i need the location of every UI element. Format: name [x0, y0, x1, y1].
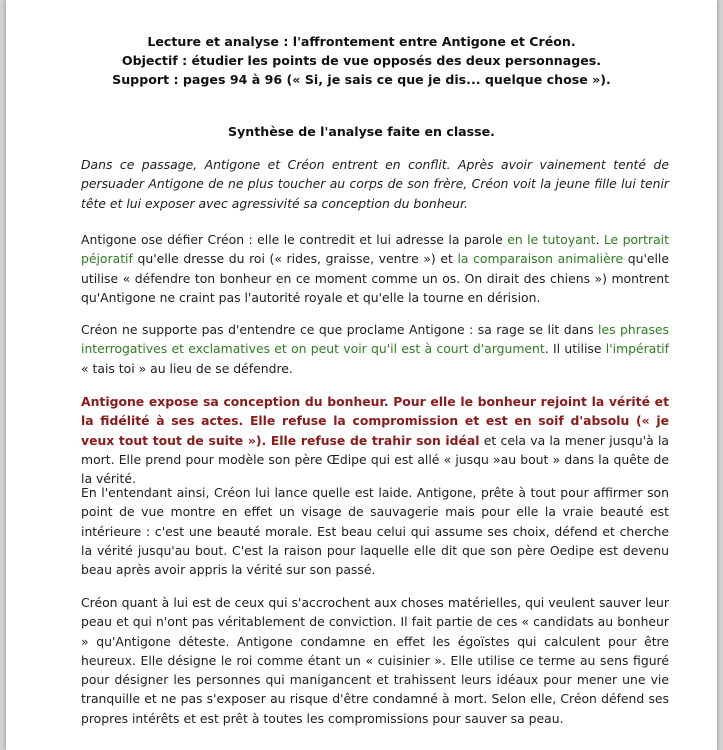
p3-text-c: . Il utilise: [544, 341, 606, 357]
header-line-1: Lecture et analyse : l'affrontement entre Antigone et Créon.: [147, 34, 576, 49]
p4-highlight-conception: Antigone expose sa conception du bonheur. Pour elle le bonheur rejoint la vérité et la fidélité à ses actes. Elle refuse la compromission et est en soif d'absolu (« je veux tout tout de suite »). Elle refuse de trahir son idéal: [81, 394, 669, 448]
synthese-title: Synthèse de l'analyse faite en classe.: [228, 124, 495, 139]
p3-highlight-phrases: les phrases interrogatives et exclamatives et on peut voir qu'il est à court d'argument: [81, 322, 670, 357]
p2-highlight-comparaison: la comparaison animalière: [457, 251, 624, 267]
p3-text-a: Créon ne supporte pas d'entendre ce que proclame Antigone : sa rage se lit dans: [81, 322, 599, 337]
header-line-2: Objectif : étudier les points de vue opposés des deux personnages.: [121, 53, 602, 68]
paragraph-creon-materiel: Créon quant à lui est de ceux qui s'accrochent aux choses matérielles, qui veulent sauver leur peau et qui n'ont pas véritablement de conviction. Il fait partie de ces « candidats au bonheur » qu'Antigone déteste. Antigone condamne en effet les égoïstes qui calculent pour être heureux. Elle désigne le roi comme étant un « cuisinier ». Elle utilise ce terme au sens figuré pour désigner les personnes qui manigancent et trahissent leurs idéaux pour mener une vie tranquille et ne pas s'exposer au risque d'être condamné à mort. Selon elle, Créon défend ses propres intérêts et est prêt à toutes les compromissions pour sauver sa peau.: [81, 595, 669, 726]
paragraph-creon-rage: [81, 320, 669, 378]
paragraph-intro: Dans ce passage, Antigone et Créon entrent en conflit. Après avoir vainement tenté de persuader Antigone de ne plus toucher au corps de son frère, Créon voit la jeune fille lui tenir tête et lui exposer avec agressivité sa conception du bonheur.: [81, 157, 669, 211]
p2-highlight-portrait: Le portrait péjoratif: [81, 232, 669, 267]
header-line-3: Support : pages 94 à 96 (« Si, je sais ce que je dis... quelque chose »).: [112, 72, 611, 87]
paragraph-beaute-morale: En l'entendant ainsi, Créon lui lance quelle est laide. Antigone, prête à tout pour affirmer son point de vue montre en effet un visage de sauvagerie mais pour elle la vraie beauté est intérieure : c'est une beauté morale. Est beau celui qui assume ses choix, défend et cherche la vérité jusqu'au bout. C'est la raison pour laquelle elle dit que son père Oedipe est devenu beau après avoir appris la vérité sur son passé.: [81, 485, 669, 578]
paragraph-antigone-defie: [81, 230, 669, 307]
p2-text-g: qu'elle utilise « défendre ton bonheur en ce moment comme un os. On dirait des chiens ») montrent qu'Antigone ne craint pas l'autorité royale et qu'elle la tourne en dérision.: [81, 251, 669, 305]
p4-text-b: et cela va la mener jusqu'à la mort. Elle prend pour modèle son père Œdipe qui est allé « jusqu »au bout » dans la quête de la vérité.: [81, 432, 669, 487]
paragraph-conception-bonheur: [81, 392, 669, 488]
p2-highlight-tutoiement: en le tutoyant: [507, 232, 596, 247]
p3-highlight-imperatif: l'impératif: [605, 341, 669, 357]
p3-text-e: « tais toi » au lieu de se défendre.: [81, 360, 293, 376]
p2-text-e: qu'elle dresse du roi (« rides, graisse, ventre ») et: [132, 251, 458, 267]
p2-text-c: .: [595, 232, 604, 247]
p2-text-a: Antigone ose défier Créon : elle le contredit et lui adresse la parole: [81, 232, 508, 247]
